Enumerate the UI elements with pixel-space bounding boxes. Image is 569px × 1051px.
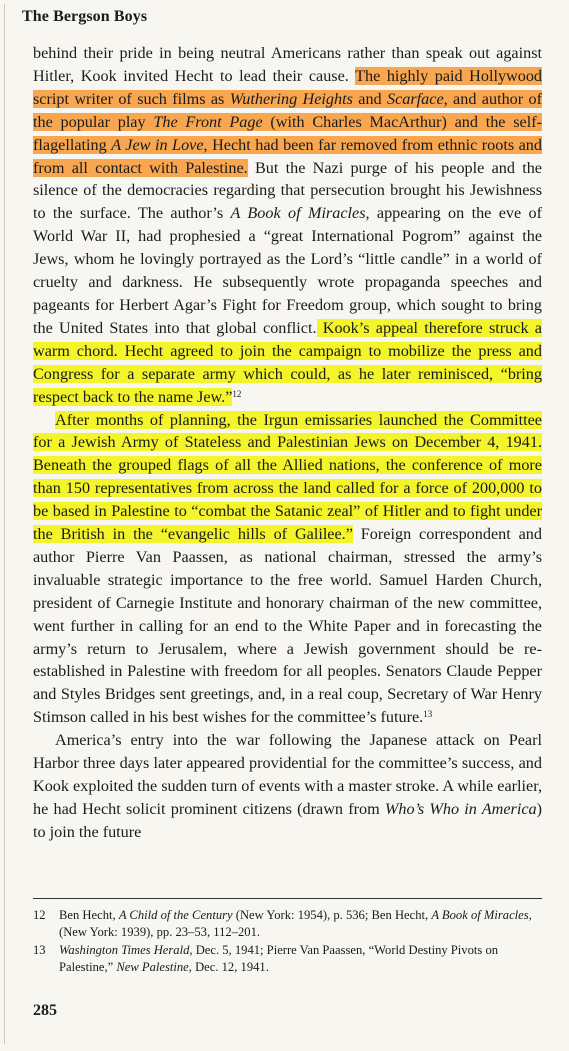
yellow-highlight-1: Kook’s appeal therefore struck a warm chord. Hecht agreed to join the campaign to mobilize the press and Congress for a separate army which could, as he later reminisced, “bring respect back to the name Jew.” <box>33 318 542 406</box>
p1-s2a: But the Nazi purge of his people and the silence of the democracies regarding that persecution brought his Jewishness to the surface. The author’s <box>33 158 542 223</box>
fn12-title-child-of-century: A Child of the Century <box>118 908 233 922</box>
hl1-c: and <box>352 89 387 108</box>
fn13-d: , Dec. 12, 1941. <box>188 960 269 975</box>
running-head: The Bergson Boys <box>22 8 148 25</box>
footnote-text <box>59 942 542 977</box>
title-whos-who: Who’s Who in America <box>384 799 537 818</box>
p2-rest: Foreign correspondent and author Pierre Van Paassen, as national chairman, stressed the army’s invaluable strategic importance to the free world. Samuel Harden Church, president of Carnegie Institute and honorary chairman of the new committee, went further in calling for an end to the White Paper and in forecasting the army’s return to Jerusalem, where a Jewish government should be re-established in Palestine with freedom for all peoples. Senators Claude Pepper and Styles Bridges sent greetings, and, in a real coup, Secretary of War Henry Stimson called in his best wishes for the committee’s future. <box>33 525 542 727</box>
fn12-a: Ben Hecht, <box>59 908 119 922</box>
paragraph-1 <box>33 42 542 409</box>
fn13-b: , Dec. 5, 1941; Pierre Van Paassen, “World Destiny Pivots on Palestine,” <box>59 942 499 975</box>
footnote-divider <box>33 898 542 899</box>
title-wuthering-heights: Wuthering Heights <box>229 89 353 108</box>
p3-c: ) to join the future <box>33 799 542 841</box>
hl1-i: , Hecht had been far removed from ethnic roots and from all contact with Palestine. <box>33 135 542 177</box>
fn12-c: (New York: 1954), p. 536; Ben Hecht, <box>232 908 432 922</box>
fn12-e: , (New York: 1939), pp. 23–53, 112–201. <box>59 908 532 940</box>
footnote-number: 13 <box>33 942 46 957</box>
main-text <box>33 42 542 844</box>
title-scarface: Scarface <box>387 89 444 108</box>
paragraph-2 <box>33 409 542 730</box>
paragraph-3 <box>33 729 542 844</box>
footnote-number: 12 <box>33 908 46 922</box>
footnote-ref-12[interactable]: 12 <box>232 388 242 399</box>
hl1-a: The highly paid Hollywood script writer of such films as <box>33 66 543 108</box>
title-book-of-miracles: A Book of Miracles <box>230 204 366 223</box>
p1-s2c: , appearing on the eve of World War II, had prophesied a “great International Pogrom” against the Jews, whom he lovingly portrayed as the Lord’s “little candle” in a world of cruelty and darkness. He subsequently wrote propaganda speeches and pageants for Herbert Agar’s Fight for Freedom group, which sought to bring the United States into that global conflict. <box>33 204 542 337</box>
page-number: 285 <box>33 1002 57 1019</box>
footnote-text <box>59 907 542 942</box>
footnotes <box>33 907 542 977</box>
hl1-g: (with Charles MacArthur) and the self-flagellating <box>33 112 542 154</box>
footnote-13 <box>33 942 542 977</box>
footnote-ref-13[interactable]: 13 <box>423 709 433 720</box>
fn13-title-times-herald: Washington Times Herald <box>59 942 190 957</box>
hl1-e: , and author of the popular play <box>33 89 542 131</box>
p1-text: behind their pride in being neutral Americans rather than speak out against Hitler, Kook invited Hecht to lead their cause. <box>33 44 542 85</box>
fn12-title-book-of-miracles: A Book of Miracles <box>431 908 529 922</box>
yellow-highlight-2: After months of planning, the Irgun emissaries launched the Committee for a Jewish Army of Stateless and Palestinian Jews on December 4, 1941. Beneath the grouped flags of all the Allied nations, the conference of more than 150 representatives from across the land called for a force of 200,000 to be based in Palestine to “combat the Satanic zeal” of Hitler and to fight under the British in the “evangelic hills of Galilee.” <box>33 410 542 544</box>
title-jew-in-love: A Jew in Love <box>111 135 204 154</box>
footnote-12 <box>33 907 542 942</box>
title-front-page: The Front Page <box>153 112 263 131</box>
p3-a: America’s entry into the war following the Japanese attack on Pearl Harbor three days later appeared providential for the committee’s success, and Kook exploited the sudden turn of events with a master stroke. A while earlier, he had Hecht solicit prominent citizens (drawn from <box>33 731 542 818</box>
fn13-title-new-palestine: New Palestine <box>116 960 189 975</box>
